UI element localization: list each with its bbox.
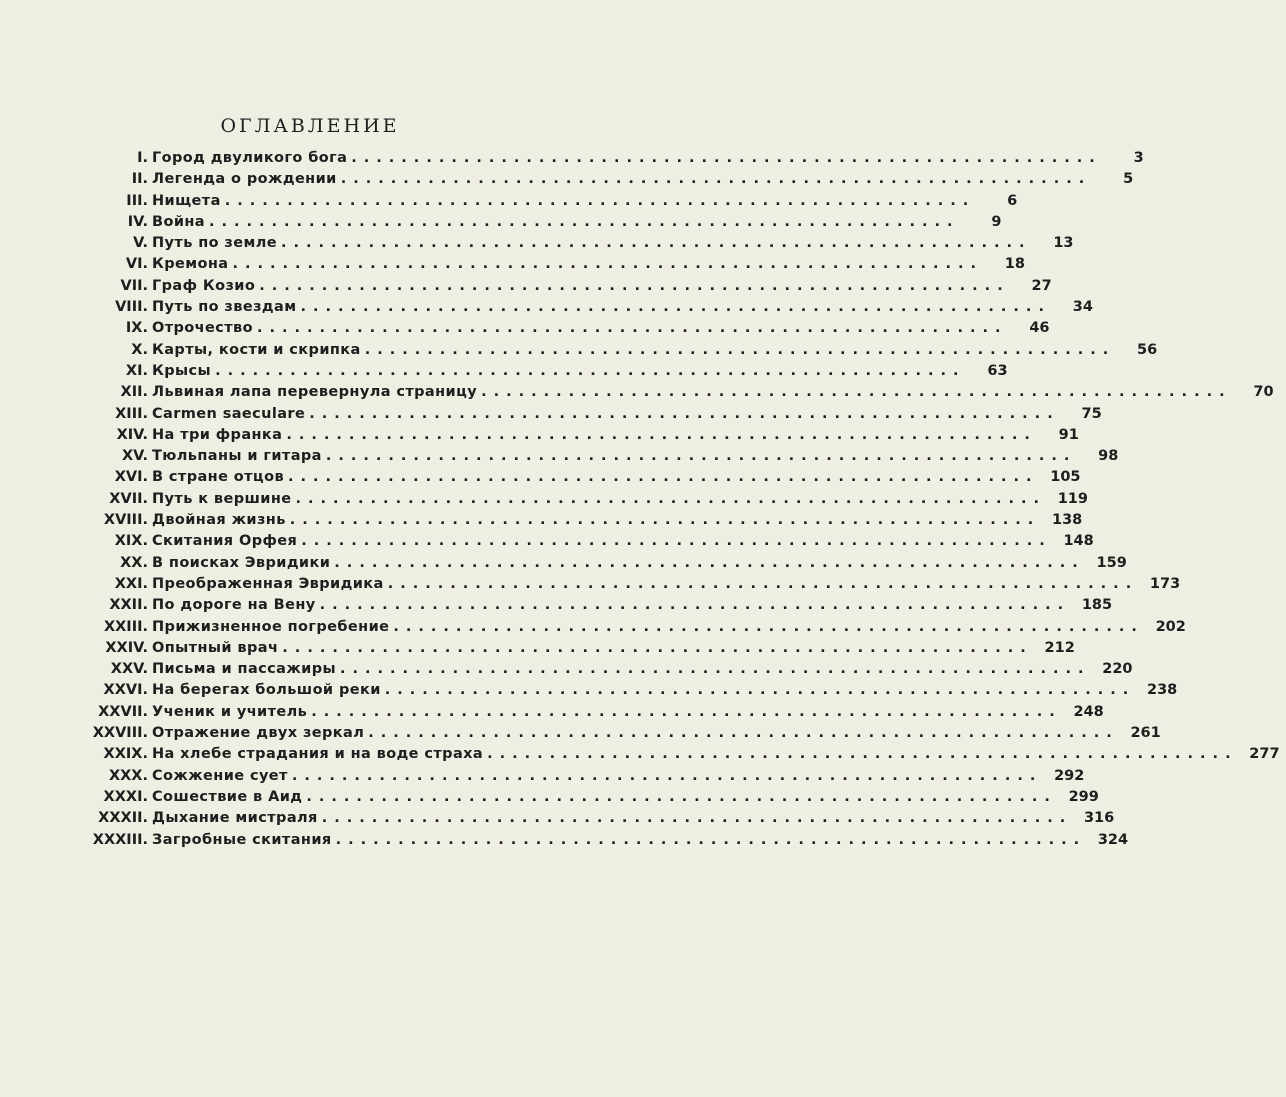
chapter-title: Карты, кости и скрипка bbox=[152, 341, 361, 358]
dot-leader: ............................................................ bbox=[340, 661, 1091, 678]
chapter-title: Город двуликого бога bbox=[152, 150, 348, 166]
chapter-number: XIV. bbox=[116, 426, 148, 443]
dot-leader: ............................................................ bbox=[319, 597, 1071, 614]
chapter-title: Кремона bbox=[152, 256, 229, 273]
chapter-number: XIX. bbox=[114, 533, 148, 550]
chapter-title: Отражение двух зеркал bbox=[152, 725, 365, 742]
page-number: 105 bbox=[1050, 469, 1081, 486]
chapter-number: X. bbox=[131, 341, 148, 358]
page-number: 248 bbox=[1073, 703, 1104, 720]
dot-leader: ............................................................ bbox=[393, 618, 1144, 635]
dot-leader: ............................................................ bbox=[286, 426, 1037, 443]
toc-entry bbox=[0, 746, 1280, 767]
page-number: 91 bbox=[1058, 426, 1079, 443]
page-number: 277 bbox=[1249, 746, 1280, 763]
chapter-number: XX. bbox=[120, 554, 148, 571]
page-number: 185 bbox=[1081, 597, 1113, 614]
chapter-title: На берегах большой реки bbox=[152, 682, 381, 699]
toc-entry bbox=[0, 171, 1134, 192]
toc-entry bbox=[0, 512, 1083, 533]
chapter-title: Отрочество bbox=[152, 320, 253, 337]
dot-leader: ............................................................ bbox=[301, 533, 1052, 550]
dot-leader: ............................................................ bbox=[309, 405, 1060, 422]
chapter-number: IV. bbox=[127, 213, 148, 230]
chapter-title: Нищета bbox=[152, 192, 221, 209]
chapter-number: VIII. bbox=[115, 299, 148, 316]
chapter-title: Легенда о рождении bbox=[152, 171, 337, 188]
chapter-number: XII. bbox=[120, 384, 148, 401]
chapter-title: Преображенная Эвридика bbox=[152, 575, 384, 592]
chapter-title: На хлебе страдания и на воде страха bbox=[152, 746, 484, 763]
dot-leader: ............................................................ bbox=[259, 277, 1010, 294]
dot-leader: ............................................................ bbox=[281, 235, 1032, 252]
page-number: 212 bbox=[1044, 639, 1075, 656]
chapter-title: Письма и пассажиры bbox=[152, 661, 337, 678]
toc-entry bbox=[0, 810, 1115, 831]
page-number: 3 bbox=[1133, 150, 1144, 166]
chapter-number: VII. bbox=[120, 277, 148, 294]
toc-entry bbox=[0, 320, 1050, 341]
chapter-number: XXXIII. bbox=[92, 831, 148, 848]
page-number: 75 bbox=[1081, 405, 1102, 422]
dot-leader: ............................................................ bbox=[295, 490, 1046, 507]
dot-leader: ............................................................ bbox=[368, 725, 1119, 742]
chapter-title: Война bbox=[152, 213, 205, 230]
dot-leader: ............................................................ bbox=[215, 362, 966, 379]
chapter-number: I. bbox=[137, 150, 148, 166]
dot-leader: ............................................................ bbox=[321, 810, 1073, 827]
toc-entry bbox=[0, 384, 1274, 405]
dot-leader: ............................................................ bbox=[351, 150, 1102, 166]
dot-leader: ............................................................ bbox=[311, 703, 1062, 720]
table-of-contents bbox=[0, 150, 1280, 853]
page-number: 292 bbox=[1054, 767, 1085, 784]
chapter-title: Опытный врач bbox=[152, 639, 279, 656]
dot-leader: ............................................................ bbox=[224, 192, 976, 209]
toc-entry bbox=[0, 213, 1002, 235]
chapter-number: VI. bbox=[125, 256, 148, 273]
chapter-title: Скитания Орфея bbox=[152, 533, 298, 550]
page-number: 56 bbox=[1137, 341, 1158, 358]
chapter-number: XXVI. bbox=[103, 682, 148, 699]
dot-leader: ............................................................ bbox=[487, 746, 1238, 763]
dot-leader: ............................................................ bbox=[282, 639, 1033, 656]
dot-leader: ............................................................ bbox=[300, 299, 1051, 316]
chapter-number: IX. bbox=[125, 320, 148, 337]
chapter-number: XXIII. bbox=[103, 618, 148, 635]
dot-leader: ............................................................ bbox=[340, 171, 1092, 188]
toc-entry bbox=[0, 831, 1129, 853]
page-number: 202 bbox=[1155, 618, 1186, 635]
dot-leader: ............................................................ bbox=[384, 682, 1136, 699]
toc-entry bbox=[0, 661, 1133, 682]
chapter-number: V. bbox=[133, 235, 148, 252]
chapter-number: XV. bbox=[121, 448, 148, 465]
chapter-title: Загробные скитания bbox=[152, 831, 332, 848]
chapter-number: XXVIII. bbox=[92, 725, 148, 742]
toc-entry bbox=[0, 788, 1099, 810]
toc-entry bbox=[0, 362, 1008, 384]
chapter-title: Крысы bbox=[152, 362, 212, 379]
chapter-title: Сошествие в Аид bbox=[152, 788, 303, 805]
chapter-number: XXX. bbox=[108, 767, 148, 784]
chapter-number: XXIV. bbox=[105, 639, 148, 656]
dot-leader: ............................................................ bbox=[306, 788, 1057, 805]
page-number: 119 bbox=[1057, 490, 1088, 507]
toc-entry bbox=[0, 639, 1075, 661]
chapter-number: XXV. bbox=[110, 661, 148, 678]
chapter-title: На три франка bbox=[152, 426, 283, 443]
chapter-number: XXI. bbox=[114, 575, 148, 592]
dot-leader: ............................................................ bbox=[288, 469, 1039, 486]
page-number: 148 bbox=[1063, 533, 1094, 550]
page-number: 220 bbox=[1102, 661, 1133, 678]
dot-leader: ............................................................ bbox=[257, 320, 1008, 337]
dot-leader: ............................................................ bbox=[291, 767, 1043, 784]
dot-leader: ............................................................ bbox=[335, 831, 1087, 848]
chapter-number: XVIII. bbox=[103, 512, 148, 529]
chapter-title: В поисках Эвридики bbox=[152, 554, 331, 571]
page-number: 27 bbox=[1031, 277, 1052, 294]
chapter-number: XXXI. bbox=[103, 788, 148, 805]
page-number: 159 bbox=[1096, 554, 1127, 571]
chapter-number: XI. bbox=[125, 362, 148, 379]
toc-entry bbox=[0, 150, 1144, 171]
page-number: 316 bbox=[1083, 810, 1115, 827]
chapter-number: XVI. bbox=[114, 469, 148, 486]
dot-leader: ............................................................ bbox=[289, 512, 1041, 529]
chapter-title: Путь по звездам bbox=[152, 299, 297, 316]
chapter-title: Дыхание мистраля bbox=[152, 810, 318, 827]
chapter-title: Граф Козио bbox=[152, 277, 256, 294]
chapter-title: Львиная лапа перевернула страницу bbox=[152, 384, 478, 401]
page-number: 238 bbox=[1146, 682, 1178, 699]
page-number: 13 bbox=[1053, 235, 1074, 252]
toc-entry bbox=[0, 277, 1052, 299]
chapter-title: Сожжение сует bbox=[152, 767, 288, 784]
toc-entry bbox=[0, 469, 1081, 490]
chapter-title: По дороге на Вену bbox=[152, 597, 316, 614]
page-title: ОГЛАВЛЕНИЕ bbox=[220, 115, 400, 137]
page-number: 173 bbox=[1149, 575, 1181, 592]
dot-leader: ............................................................ bbox=[481, 384, 1232, 401]
page-number: 6 bbox=[1007, 192, 1018, 209]
chapter-title: Carmen saeculare bbox=[152, 405, 306, 422]
toc-entry bbox=[0, 341, 1158, 363]
chapter-title: В стране отцов bbox=[152, 469, 285, 486]
toc-entry bbox=[0, 554, 1127, 576]
toc-entry bbox=[0, 299, 1093, 320]
chapter-title: Двойная жизнь bbox=[152, 512, 286, 529]
page-number: 34 bbox=[1072, 299, 1093, 316]
toc-entry bbox=[0, 767, 1085, 789]
page-number: 5 bbox=[1123, 171, 1134, 188]
toc-entry bbox=[0, 533, 1094, 554]
chapter-number: XVII. bbox=[109, 490, 148, 507]
page-number: 70 bbox=[1253, 384, 1274, 401]
dot-leader: ............................................................ bbox=[387, 575, 1139, 592]
toc-entry bbox=[0, 192, 1018, 214]
dot-leader: ............................................................ bbox=[325, 448, 1077, 465]
chapter-title: Тюльпаны и гитара bbox=[152, 448, 322, 465]
dot-leader: ............................................................ bbox=[208, 213, 960, 230]
dot-leader: ............................................................ bbox=[334, 554, 1085, 571]
chapter-number: XXIX. bbox=[103, 746, 148, 763]
toc-entry bbox=[0, 703, 1104, 725]
chapter-number: XIII. bbox=[115, 405, 148, 422]
toc-entry bbox=[0, 597, 1113, 618]
page-number: 98 bbox=[1098, 448, 1119, 465]
chapter-title: Ученик и учитель bbox=[152, 703, 308, 720]
page-number: 299 bbox=[1068, 788, 1099, 805]
chapter-title: Прижизненное погребение bbox=[152, 618, 390, 635]
chapter-number: XXVII. bbox=[98, 703, 148, 720]
toc-entry bbox=[0, 490, 1088, 512]
page-number: 261 bbox=[1130, 725, 1161, 742]
page-number: 63 bbox=[987, 362, 1008, 379]
dot-leader: ............................................................ bbox=[232, 256, 983, 273]
dot-leader: ............................................................ bbox=[364, 341, 1116, 358]
page-number: 324 bbox=[1097, 831, 1129, 848]
page-number: 138 bbox=[1052, 512, 1083, 529]
chapter-title: Путь к вершине bbox=[152, 490, 292, 507]
page-number: 18 bbox=[1004, 256, 1025, 273]
chapter-number: II. bbox=[131, 171, 148, 188]
chapter-number: XXII. bbox=[109, 597, 148, 614]
toc-entry bbox=[0, 448, 1119, 469]
toc-entry bbox=[0, 575, 1181, 597]
toc-entry bbox=[0, 256, 1025, 277]
toc-entry bbox=[0, 682, 1178, 703]
toc-entry bbox=[0, 725, 1161, 746]
chapter-number: XXXII. bbox=[98, 810, 148, 827]
toc-entry bbox=[0, 235, 1074, 256]
toc-entry bbox=[0, 426, 1079, 448]
toc-entry bbox=[0, 618, 1186, 640]
page-number: 9 bbox=[991, 213, 1002, 230]
page-number: 46 bbox=[1029, 320, 1050, 337]
toc-entry bbox=[0, 405, 1102, 427]
chapter-number: III. bbox=[126, 192, 148, 209]
chapter-title: Путь по земле bbox=[152, 235, 278, 252]
